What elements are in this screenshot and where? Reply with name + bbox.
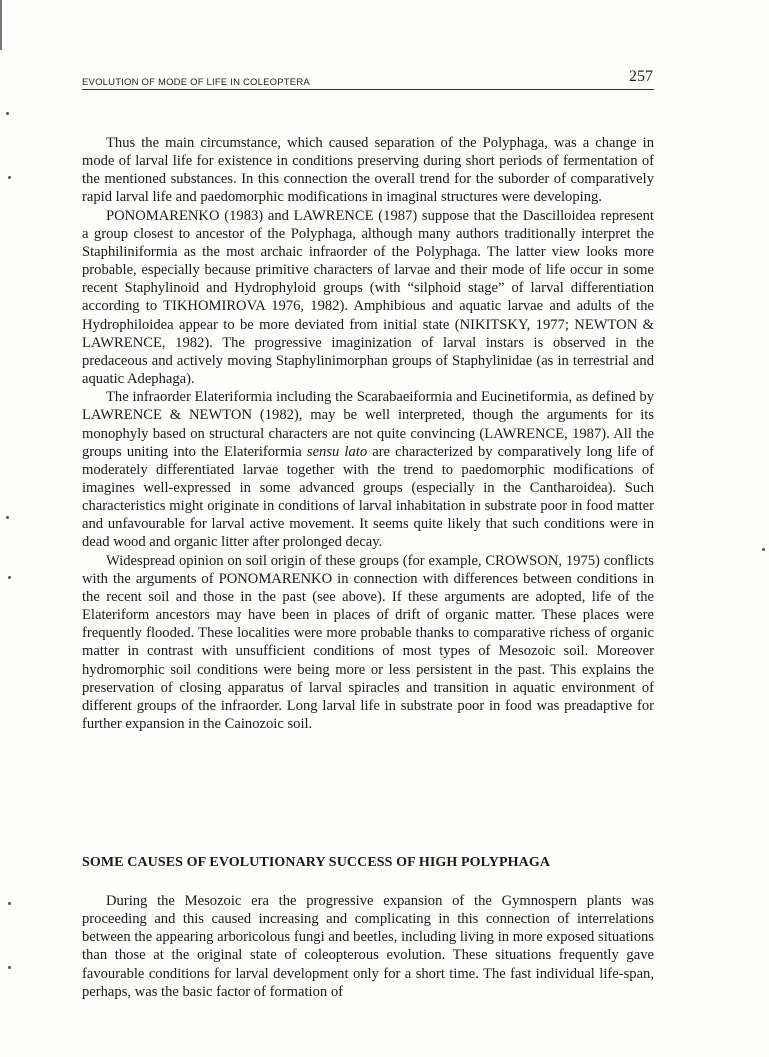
scan-speck bbox=[6, 516, 9, 519]
scan-speck bbox=[8, 966, 11, 969]
paragraph-4: Widespread opinion on soil origin of these groups (for example, CROWSON, 1975) conflicts with the arguments of PONOMARENKO in connection with differences between conditions in the recent soil and those in the past (see above). If these arguments are adopted, life of the Elateriform ancestors may have been in places of drift of organic matter. These places were frequently flooded. These localities were more probable thanks to comparative richess of organic matter in contrast with unsufficient conditions of most types of Mesozoic soil. Moreover hydromorphic soil conditions were being more or less persistent in the past. This explains the preservation of closing apparatus of larval spiracles and transition in aquatic environment of different groups of the infraorder. Long larval life in substrate poor in food was preadaptive for further expansion in the Cainozoic soil. bbox=[82, 552, 654, 732]
paragraph-3-italic: sensu lato bbox=[306, 443, 368, 460]
section-body-text bbox=[82, 892, 654, 1001]
scan-speck bbox=[762, 548, 765, 551]
paragraph-3-text-a: The infraorder Elateriformia including the Scarabaeiformia and Eucinetiformia, as defined by LAWRENCE & NEWTON (1982), may be well interpreted, though the arguments for its monophyly based on structural characters are not quite convincing (LAWRENCE, 1987). All the groups uniting into the Elateriformia bbox=[82, 389, 654, 460]
header-rule bbox=[82, 89, 654, 90]
body-text bbox=[82, 134, 654, 733]
scan-speck bbox=[6, 112, 9, 115]
scan-edge-line bbox=[0, 0, 2, 50]
running-title: EVOLUTION OF MODE OF LIFE IN COLEOPTERA bbox=[82, 77, 310, 88]
paragraph-2: PONOMARENKO (1983) and LAWRENCE (1987) suppose that the Dascilloidea represent a group closest to ancestor of the Polyphaga, although many authors traditionally interpret the Staphiliniformia as the most archaic infraorder of the Polyphaga. The latter view looks more probable, especially because primitive characters of larvae and their mode of life occur in some recent Staphylinoid and Hydrophyloid groups (with “silphoid stage” of larval differentiation according to TIKHOMIROVA 1976, 1982). Amphibious and aquatic larvae and adults of the Hydrophiloidea appear to be more deviated from initial state (NIKITSKY, 1977; NEWTON & LAWRENCE, 1982). The progressive imaginization of larval instars is observed in the predaceous and actively moving Staphylinimorphan groups of Staphylinidae (as in terrestrial and aquatic Adephaga). bbox=[82, 207, 654, 388]
section-paragraph-1: During the Mesozoic era the progressive expansion of the Gymnospern plants was proceeding and this caused increasing and complicating in this connection of interrelations between the appearing arboricolous fungi and beetles, including living in more exposed situations than those at the original state of coleopterous evolution. These situations frequently gave favourable conditions for larval development only for a short time. The fast individual life-span, perhaps, was the basic factor of formation of bbox=[82, 893, 654, 1000]
paragraph-1: Thus the main circumstance, which caused separation of the Polyphaga, was a change in mode of larval life for existence in conditions preserving during short periods of fermentation of the mentioned substances. In this connection the overall trend for the suborder of comparatively rapid larval life and paedomorphic modifications in imaginal structures were developing. bbox=[82, 135, 654, 206]
page-number: 257 bbox=[629, 68, 653, 85]
scan-speck bbox=[8, 576, 11, 579]
scan-speck bbox=[8, 176, 11, 179]
paragraph-3-text-b: are characterized by comparatively long life of moderately differentiated larvae together with the trend to paedomorphic modifications of imagines well-expressed in some advanced groups (especially in the Cantharoidea). Such characteristics might originate in conditions of larval inhabitation in substrate poor in food matter and unfavourable for larval active movement. It seems quite likely that such conditions were in dead wood and organic litter after prolonged decay. bbox=[82, 443, 654, 551]
section-heading: SOME CAUSES OF EVOLUTIONARY SUCCESS OF HIGH POLYPHAGA bbox=[82, 855, 551, 870]
paragraph-3 bbox=[82, 388, 654, 551]
scan-speck bbox=[8, 902, 11, 905]
